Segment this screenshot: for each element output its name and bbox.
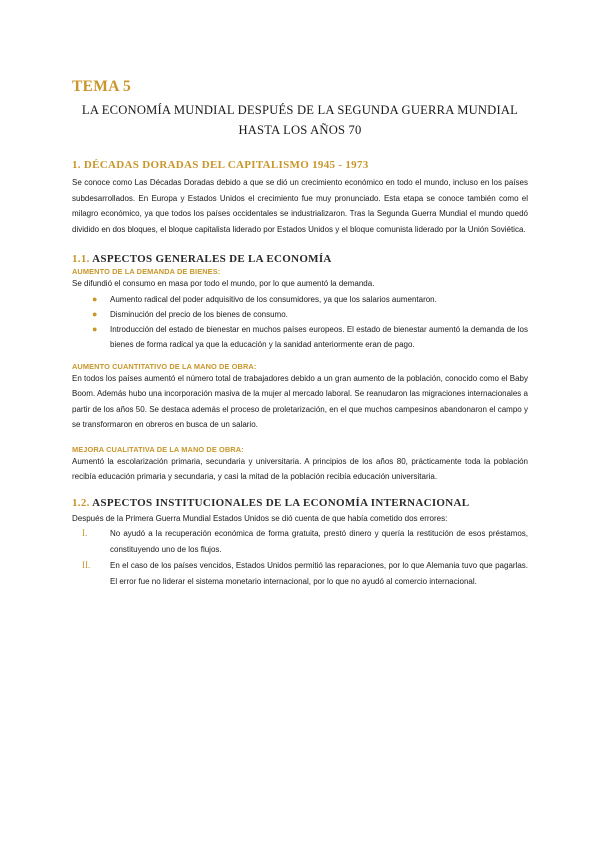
bullet-text: Disminución del precio de los bienes de consumo. (110, 309, 288, 319)
tema-label: TEMA 5 (72, 78, 132, 95)
bullet-text: Aumento radical del poder adquisitivo de los consumidores, ya que los salarios aumentaron. (110, 294, 437, 304)
list-item (92, 322, 528, 352)
section1-heading: 1. DÉCADAS DORADAS DEL CAPITALISMO 1945 - 1973 (72, 159, 369, 171)
section12-list (72, 526, 528, 589)
section11-title: ASPECTOS GENERALES DE LA ECONOMÍA (92, 253, 332, 265)
sub2-paragraph: En todos los países aumentó el número total de trabajadores debido a un gran aumento de la población, conocido como el Baby Boom. Además hubo una incorporación masiva de la mujer al mercado laboral. Se reanudaron las migraciones internacionales a partir de los años 50. Se destaca además el proceso de proletarización, en el que muchos campesinos abandonaron el campo y se transformaron en obreros en busca de un salario. (72, 373, 528, 429)
section12-intro: Después de la Primera Guerra Mundial Estados Unidos se dió cuenta de que había cometido dos errores: (72, 513, 448, 523)
page-content (72, 78, 528, 590)
sub1-bullet-list (72, 292, 528, 352)
roman-numeral: I. (82, 528, 88, 538)
list-item-text: En el caso de los países vencidos, Estados Unidos permitió las reparaciones, por lo que Alemania tuvo que pagarlas. El error fue no liderar el sistema monetario internacional, por lo que no ayudó al comercio internacional. (110, 561, 528, 586)
document-title-line2: HASTA LOS AÑOS 70 (238, 123, 362, 137)
document-title-line1: LA ECONOMÍA MUNDIAL DESPUÉS DE LA SEGUNDA GUERRA MUNDIAL (81, 103, 519, 117)
section12-heading (72, 497, 528, 509)
section11-heading (72, 253, 528, 265)
section12-title: ASPECTOS INSTITUCIONALES DE LA ECONOMÍA INTERNACIONAL (92, 496, 470, 509)
section12-number: 1.2. (72, 496, 90, 509)
document-title (72, 100, 528, 140)
sub3-paragraph: Aumentó la escolarización primaria, secundaria y universitaria. A principios de los años 80, prácticamente toda la población recibía educación primaria y secundaria, y casi la mitad de la población recibía educación universitaria. (72, 456, 528, 481)
sub1-title: AUMENTO DE LA DEMANDA DE BIENES: (72, 267, 221, 276)
sub3-title: MEJORA CUALITATIVA DE LA MANO DE OBRA: (72, 444, 244, 454)
sub1-intro: Se difundió el consumo en masa por todo el mundo, por lo que aumentó la demanda. (72, 279, 375, 288)
roman-numeral: II. (82, 560, 91, 570)
bullet-dot-icon: ● (92, 293, 98, 304)
bullet-dot-icon: ● (92, 308, 98, 319)
bullet-dot-icon: ● (92, 323, 98, 334)
list-item-text: No ayudó a la recuperación económica de forma gratuita, prestó dinero y quería la restitución de esos préstamos, constituyendo uno de los flujos. (110, 529, 528, 554)
section11-number: 1.1. (72, 253, 90, 265)
bullet-text: Introducción del estado de bienestar en muchos países europeos. El estado de bienestar aumentó la demanda de los bienes de forma radical ya que la educación y la sanidad anteriormente eran de pago. (110, 324, 528, 349)
list-item (92, 292, 528, 307)
list-item (82, 558, 528, 589)
list-item (82, 526, 528, 557)
section1-paragraph: Se conoce como Las Décadas Doradas debido a que se dió un crecimiento económico en todo el mundo, incluso en los países subdesarrollados. En Europa y Estados Unidos el crecimiento fue muy pronunciado. Esta etapa se conoce también como el milagro económico, ya que todos los países occidentales se industrializaron. Tras la Segunda Guerra Mundial el mundo quedó dividido en dos bloques, el bloque capitalista liderado por Estados Unidos y el bloque comunista liderado por la Unión Soviética. (72, 178, 528, 234)
sub2-title: AUMENTO CUANTITATIVO DE LA MANO DE OBRA: (72, 361, 257, 371)
list-item (92, 307, 528, 322)
